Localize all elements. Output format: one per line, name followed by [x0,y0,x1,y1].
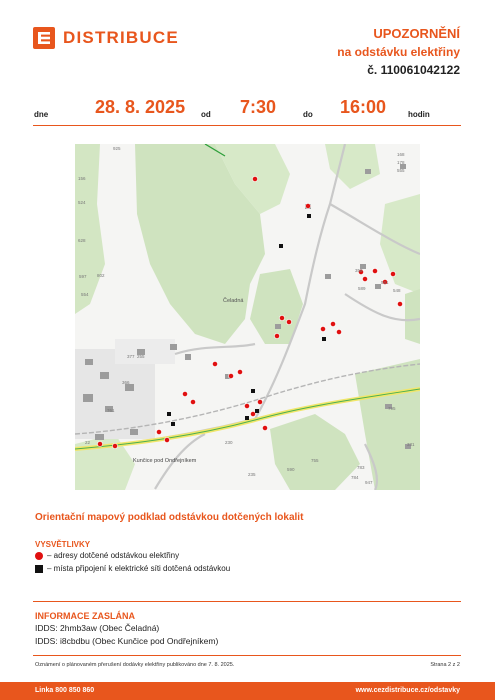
hotline[interactable]: Linka 800 850 860 [35,687,95,694]
svg-text:548: 548 [393,288,401,293]
svg-text:230: 230 [225,440,233,445]
svg-text:178: 178 [397,160,405,165]
outage-date: 28. 8. 2025 [95,97,186,117]
svg-text:555: 555 [397,168,405,173]
svg-text:377: 377 [127,354,135,359]
svg-text:761: 761 [107,408,115,413]
info-idds-kuncice: IDDS: i8cbdbu (Obec Kunčice pod Ondřejníkem) [35,636,219,646]
info-title: INFORMACE ZASLÁNA [35,611,135,621]
notice-number: č. 110061042122 [367,63,460,77]
label-to: do [303,110,313,119]
legend-item-connections [35,564,230,573]
svg-text:235: 235 [248,472,256,477]
svg-text:755: 755 [311,458,319,463]
notice-subtitle: na odstávku elektřiny [337,45,460,59]
page-number: Strana 2 z 2 [430,662,460,668]
svg-text:925: 925 [113,146,121,151]
map-label-kuncice: Kunčice pod Ondřejníkem [133,458,197,464]
divider [33,601,461,602]
svg-text:331: 331 [407,442,415,447]
label-from: od [201,110,211,119]
svg-text:802: 802 [97,273,105,278]
cez-logo [33,27,179,49]
divider [33,655,461,656]
svg-text:366: 366 [122,380,130,385]
map-caption: Orientační mapový podklad odstávkou dotčených lokalit [35,512,304,523]
svg-text:168: 168 [397,152,405,157]
svg-text:156: 156 [78,176,86,181]
svg-text:628: 628 [78,238,86,243]
svg-text:947: 947 [365,480,373,485]
cez-logo-icon [33,27,55,49]
outage-date-row [33,97,461,125]
legend-title: VYSVĚTLIVKY [35,540,91,549]
svg-text:358: 358 [355,268,363,273]
svg-text:784: 784 [351,475,359,480]
svg-text:22: 22 [85,440,91,445]
divider [33,125,461,126]
svg-text:561: 561 [381,280,389,285]
svg-text:589: 589 [358,286,366,291]
outage-map[interactable] [75,144,420,490]
map-label-celadna: Čeladná [223,298,244,304]
logo-text: DISTRIBUCE [63,28,179,47]
info-idds-celadna: IDDS: 2hmb3aw (Obec Čeladná) [35,623,160,633]
legend-text-addresses: – adresy dotčené odstávkou elektřiny [47,551,180,560]
publication-note: Oznámení o plánovaném přerušení dodávky elektřiny publikováno dne 7. 8. 2025. [35,662,235,668]
website-link[interactable]: www.cezdistribuce.cz/odstavky [355,687,460,694]
legend-item-addresses [35,551,179,560]
legend-text-connections: – místa připojení k elektrické síti dotčená odstávkou [47,564,231,573]
svg-text:783: 783 [357,465,365,470]
svg-text:524: 524 [78,200,86,205]
svg-text:590: 590 [287,467,295,472]
label-date: dne [34,110,49,119]
label-hours: hodin [408,110,430,119]
svg-text:597: 597 [79,274,87,279]
time-from: 7:30 [240,97,277,117]
red-dot-icon [35,552,43,560]
notice-heading [337,25,460,79]
black-square-icon [35,565,43,573]
notice-title: UPOZORNĚNÍ [373,26,460,41]
svg-text:255: 255 [137,354,145,359]
svg-text:795: 795 [388,406,396,411]
svg-text:554: 554 [81,292,89,297]
time-to: 16:00 [340,97,387,117]
